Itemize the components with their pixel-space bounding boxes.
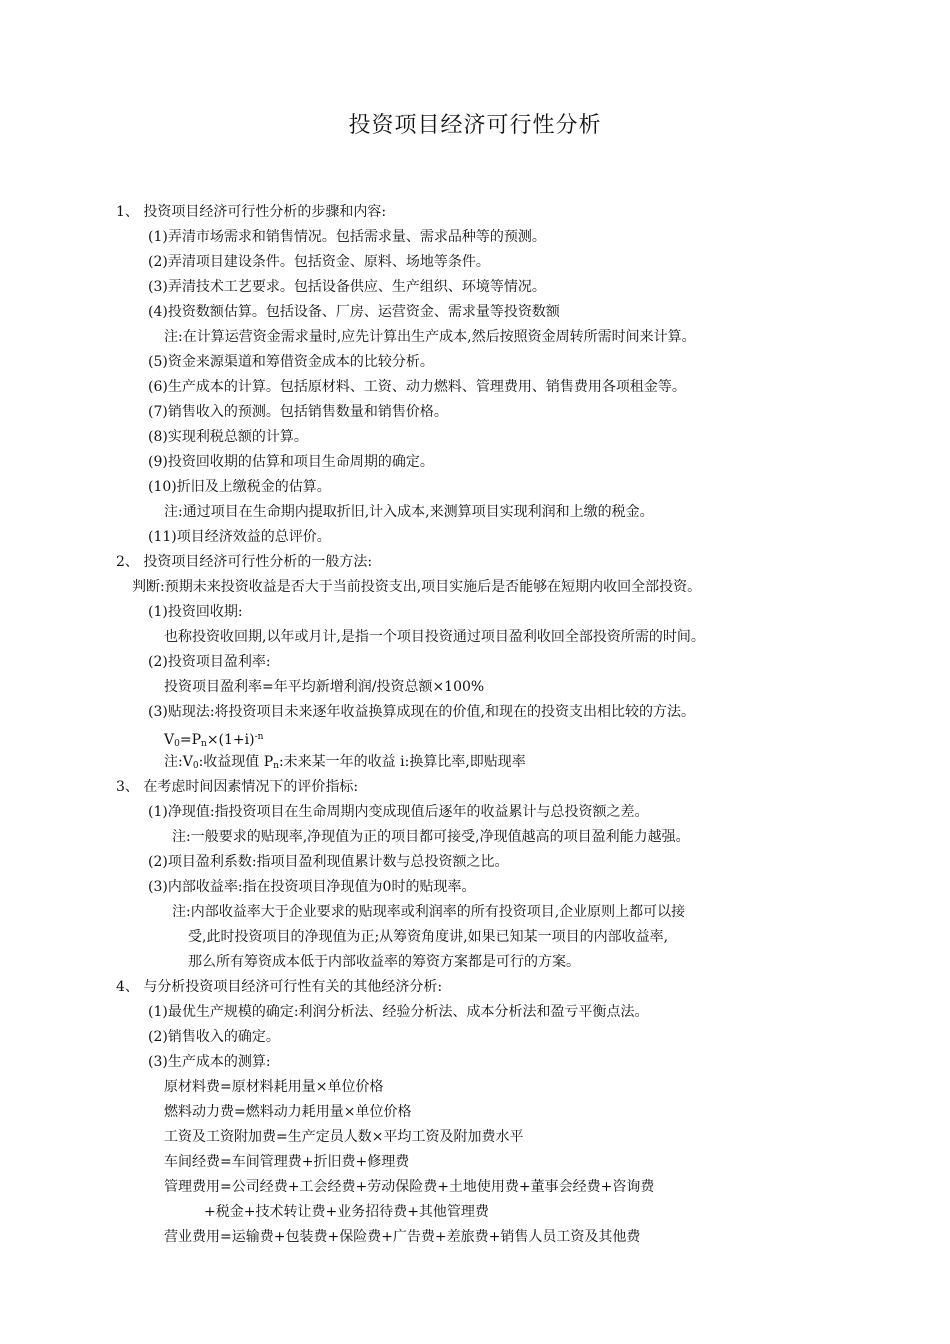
- step-3: (3)弄清技术工艺要求。包括设备供应、生产组织、环境等情况。: [148, 279, 546, 295]
- judgement-text: 判断:预期未来投资收益是否大于当前投资支出,项目实施后是否能够在短期内收回全部投资。: [132, 579, 702, 595]
- step-11: (11)项目经济效益的总评价。: [148, 529, 331, 545]
- cost-wages: 工资及工资附加费=生产定员人数×平均工资及附加费水平: [164, 1129, 524, 1145]
- section-3-heading: 3、 在考虑时间因素情况下的评价指标:: [116, 779, 359, 795]
- method-1: (1)投资回收期:: [148, 604, 243, 620]
- section-2-heading: 2、 投资项目经济可行性分析的一般方法:: [116, 554, 373, 570]
- section-4-heading: 4、 与分析投资项目经济可行性有关的其他经济分析:: [116, 979, 443, 995]
- cost-raw-material: 原材料费=原材料耗用量×单位价格: [164, 1079, 384, 1095]
- method-1-desc: 也称投资收回期,以年或月计,是指一个项目投资通过项目盈利收回全部投资所需的时间。: [164, 629, 705, 645]
- step-1: (1)弄清市场需求和销售情况。包括需求量、需求品种等的预测。: [148, 229, 546, 245]
- method-3: (3)贴现法:将投资项目未来逐年收益换算成现在的价值,和现在的投资支出相比较的方法。: [148, 704, 695, 720]
- method-2-formula: 投资项目盈利率=年平均新增利润/投资总额×100%: [164, 679, 485, 695]
- cost-management-1: 管理费用=公司经费+工会经费+劳动保险费+土地使用费+董事会经费+咨询费: [164, 1179, 655, 1195]
- indicator-3-note-2: 受,此时投资项目的净现值为正;从筹资角度讲,如果已知某一项目的内部收益率,: [188, 929, 669, 945]
- cost-fuel-power: 燃料动力费=燃料动力耗用量×单位价格: [164, 1104, 412, 1120]
- analysis-1: (1)最优生产规模的确定:利润分析法、经验分析法、成本分析法和盈亏平衡点法。: [148, 1004, 649, 1020]
- section-1-heading: 1、 投资项目经济可行性分析的步骤和内容:: [116, 204, 387, 220]
- discount-formula: $V_0=P_n\times(1+i)^{-n}$: [164, 732, 264, 749]
- indicator-1-note: 注:一般要求的贴现率,净现值为正的项目都可接受,净现值越高的项目盈利能力越强。: [172, 829, 690, 845]
- step-4: (4)投资数额估算。包括设备、厂房、运营资金、需求量等投资数额: [148, 304, 560, 320]
- indicator-3-note-1: 注:内部收益率大于企业要求的贴现率或利润率的所有投资项目,企业原则上都可以接: [172, 904, 686, 920]
- indicator-1: (1)净现值:指投资项目在生命周期内变成现值后逐年的收益累计与总投资额之差。: [148, 804, 649, 820]
- analysis-3: (3)生产成本的测算:: [148, 1054, 271, 1070]
- document-title: 投资项目经济可行性分析: [348, 113, 602, 138]
- discount-formula-note: 注$:V_0$:收益现值 $P_n$:未来某一年的收益 i:换算比率,即贴现率: [164, 754, 526, 771]
- analysis-2: (2)销售收入的确定。: [148, 1029, 280, 1045]
- cost-operating: 营业费用=运输费+包装费+保险费+广告费+差旅费+销售人员工资及其他费: [164, 1229, 641, 1245]
- step-10-note: 注:通过项目在生命期内提取折旧,计入成本,来测算项目实现利润和上缴的税金。: [164, 504, 654, 520]
- step-7: (7)销售收入的预测。包括销售数量和销售价格。: [148, 404, 448, 420]
- step-6: (6)生产成本的计算。包括原材料、工资、动力燃料、管理费用、销售费用各项租金等。: [148, 379, 686, 395]
- step-8: (8)实现利税总额的计算。: [148, 429, 308, 445]
- cost-management-2: +税金+技术转让费+业务招待费+其他管理费: [204, 1204, 489, 1220]
- step-4-note: 注:在计算运营资金需求量时,应先计算出生产成本,然后按照资金周转所需时间来计算。: [164, 329, 696, 345]
- step-9: (9)投资回收期的估算和项目生命周期的确定。: [148, 454, 434, 470]
- cost-workshop: 车间经费=车间管理费+折旧费+修理费: [164, 1154, 410, 1170]
- step-5: (5)资金来源渠道和筹借资金成本的比较分析。: [148, 354, 434, 370]
- step-10: (10)折旧及上缴税金的估算。: [148, 479, 331, 495]
- indicator-2: (2)项目盈利系数:指项目盈利现值累计数与总投资额之比。: [148, 854, 509, 870]
- step-2: (2)弄清项目建设条件。包括资金、原料、场地等条件。: [148, 254, 490, 270]
- method-2: (2)投资项目盈利率:: [148, 654, 271, 670]
- indicator-3: (3)内部收益率:指在投资项目净现值为0时的贴现率。: [148, 879, 476, 895]
- indicator-3-note-3: 那么所有筹资成本低于内部收益率的筹资方案都是可行的方案。: [188, 954, 580, 970]
